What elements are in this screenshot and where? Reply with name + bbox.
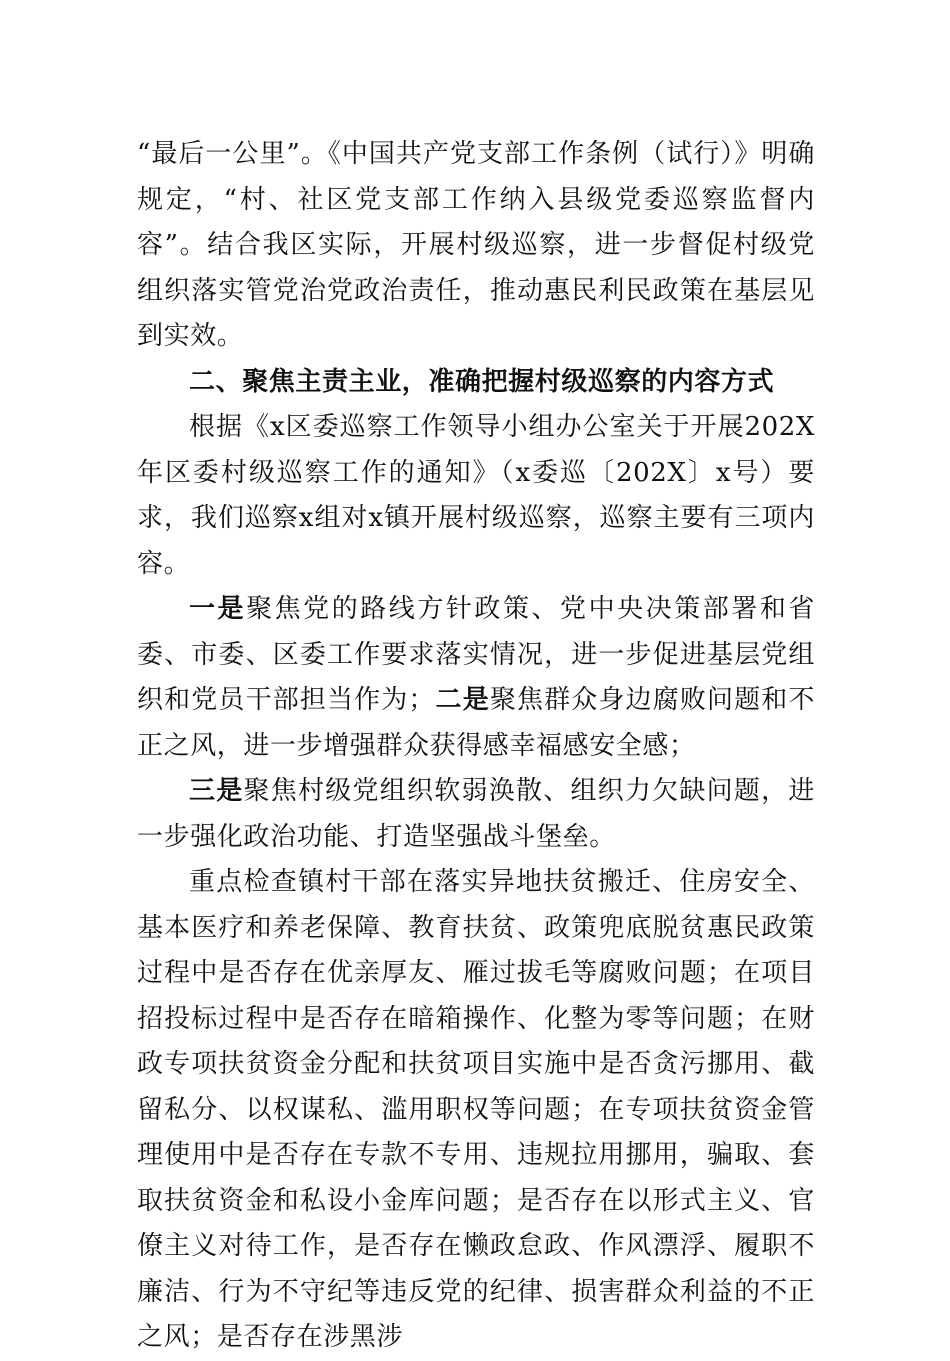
item-lead-one: 一是 <box>189 594 247 624</box>
item-text-three: 聚焦村级党组织软弱涣散、组织力欠缺问题，进一步强化政治功能、打造坚强战斗堡垒。 <box>137 776 815 852</box>
section-heading-2: 二、聚焦主责主业，准确把握村级巡察的内容方式 <box>189 366 775 397</box>
item-text-two: 聚焦群众身边腐败问题和不正之风，进一步增强群众获得感幸福感安全感； <box>137 685 815 761</box>
item-text-one: 聚焦党的路线方针政策、党中央决策部署和省委、市委、区委工作要求落实情况，进一步促进基层党组织和党员干部担当作为； <box>137 594 815 715</box>
item-lead-two: 二是 <box>435 685 490 715</box>
paragraph-basis: 根据《x区委巡察工作领导小组办公室关于开展202X年区委村级巡察工作的通知》（x委巡〔202X〕x号）要求，我们巡察x组对x镇开展村级巡察，巡察主要有三项内容。 <box>137 412 815 579</box>
item-lead-three: 三是 <box>189 776 244 806</box>
paragraph-content-items <box>137 587 815 769</box>
paragraph-intro-continuation: “最后一公里”。《中国共产党支部工作条例（试行）》明确规定，“村、社区党支部工作纳入县级党委巡察监督内容”。结合我区实际，开展村级巡察，进一步督促村级党组织落实管党治党政治责任，推动惠民利民政策在基层见到实效。 <box>137 139 815 351</box>
paragraph-content-item-three <box>137 769 815 860</box>
document-body <box>137 132 815 1361</box>
paragraph-key-inspection: 重点检查镇村干部在落实异地扶贫搬迁、住房安全、基本医疗和养老保障、教育扶贫、政策兜底脱贫惠民政策过程中是否存在优亲厚友、雁过拔毛等腐败问题；在项目招投标过程中是否存在暗箱操作、化整为零等问题；在财政专项扶贫资金分配和扶贫项目实施中是否贪污挪用、截留私分、以权谋私、滥用职权等问题；在专项扶贫资金管理使用中是否存在专款不专用、违规拉用挪用，骗取、套取扶贫资金和私设小金库问题；是否存在以形式主义、官僚主义对待工作，是否存在懒政怠政、作风漂浮、履职不廉洁、行为不守纪等违反党的纪律、损害群众利益的不正之风；是否存在涉黑涉 <box>137 867 815 1352</box>
